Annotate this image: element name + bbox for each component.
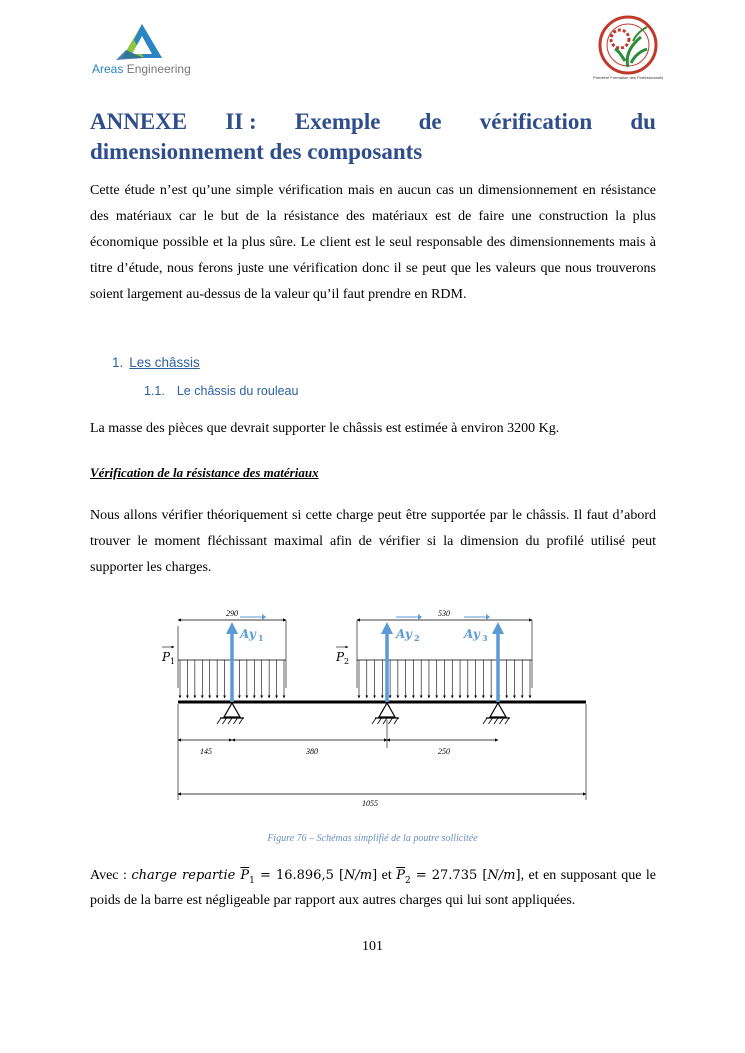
pin-support [372, 703, 399, 724]
title-word: II : [225, 109, 257, 134]
verification-heading: Vérification de la résistance des matériaux [90, 465, 319, 480]
dim-label-250: 250 [438, 747, 450, 756]
dim-label-1055: 1055 [362, 799, 378, 808]
brand-part1: Areas [92, 62, 124, 76]
load-label-p1 [161, 647, 175, 666]
dim-label-290: 290 [226, 609, 238, 618]
svg-text:2: 2 [344, 657, 350, 666]
svg-text:Ay: Ay [240, 627, 256, 641]
mass-paragraph: La masse des pièces que devrait supporter le châssis est estimée à environ 3200 Kg. [90, 421, 560, 436]
title-word: Exemple [294, 109, 381, 134]
svg-text:Ay: Ay [396, 627, 412, 641]
title-word: ANNEXE [90, 109, 188, 134]
gear-seal-icon [595, 15, 661, 77]
triangle-logo-icon [114, 22, 174, 62]
section-number: 1.1. [144, 384, 165, 398]
reaction-ay2 [381, 614, 422, 702]
dim-label-380: 380 [306, 747, 318, 756]
section-title: Les châssis [129, 355, 200, 370]
dimension-bottom [178, 704, 586, 808]
seal-caption: Première Formation des Professionnels [593, 75, 664, 80]
page-title [90, 107, 656, 167]
loads-paragraph: Avec : charge repartie $\overline{P}_1 = 16.896,5$ [N/m] et $\overline{P}_2 = 27.735$ [N/m], et en supposant que le poids de la barre est négligeable par rapport aux autres charges qui lui sont appliquées. [90, 868, 656, 908]
intro-paragraph: Cette étude n’est qu’une simple vérification mais en aucun cas un dimensionnement en résistance des matériaux car le but de la résistance des matériaux est de faire une construction la plus économique possible et la plus sûre. Le client est le seul responsable des dimensionnements mais à titre d’étude, nous ferons juste une vérification donc il se peut que les valeurs que nous trouverons soient largement au-dessus de la valeur qu’il faut prendre en RDM. [90, 183, 656, 302]
svg-text:P: P [162, 650, 171, 664]
title-word: vérification [479, 109, 593, 134]
brand-name [92, 62, 191, 76]
svg-text:1: 1 [170, 657, 176, 666]
dim-label-530: 530 [438, 609, 450, 618]
pin-support [217, 703, 244, 724]
figure-caption: Figure 76 – Schémas simplifié de la poutre sollicitée [267, 833, 478, 844]
svg-text:1: 1 [258, 633, 264, 643]
reaction-ay1 [226, 614, 266, 702]
svg-text:2: 2 [414, 633, 420, 643]
verification-paragraph: Nous allons vérifier théoriquement si cette charge peut être supportée par le châssis. Il faut d’abord trouver le moment fléchissant maximal afin de vérifier si la dimension du profilé utilisé peut supporter les charges. [90, 508, 656, 575]
section-number: 1. [112, 355, 124, 370]
title-line-1 [90, 107, 656, 137]
pin-support [483, 703, 510, 724]
areas-engineering-logo [92, 22, 202, 80]
title-word: du [630, 109, 656, 134]
institution-seal-logo [593, 15, 664, 81]
section-heading-1 [112, 355, 200, 370]
title-line-2: dimensionnement des composants [90, 139, 423, 164]
brand-part2: Engineering [126, 62, 191, 76]
beam-diagram [152, 600, 596, 818]
title-word: de [418, 109, 442, 134]
page-number: 101 [362, 939, 383, 954]
svg-text:Ay: Ay [464, 627, 480, 641]
svg-text:P: P [336, 650, 345, 664]
dim-label-145: 145 [200, 747, 212, 756]
svg-text:3: 3 [482, 633, 488, 643]
charge-label: charge repartie [131, 868, 241, 883]
section-heading-1-1 [144, 384, 298, 398]
section-title: Le châssis du rouleau [176, 384, 299, 398]
load-label-p2 [335, 647, 349, 666]
distributed-load-2 [357, 660, 532, 698]
beam-diagram-svg [152, 600, 596, 818]
